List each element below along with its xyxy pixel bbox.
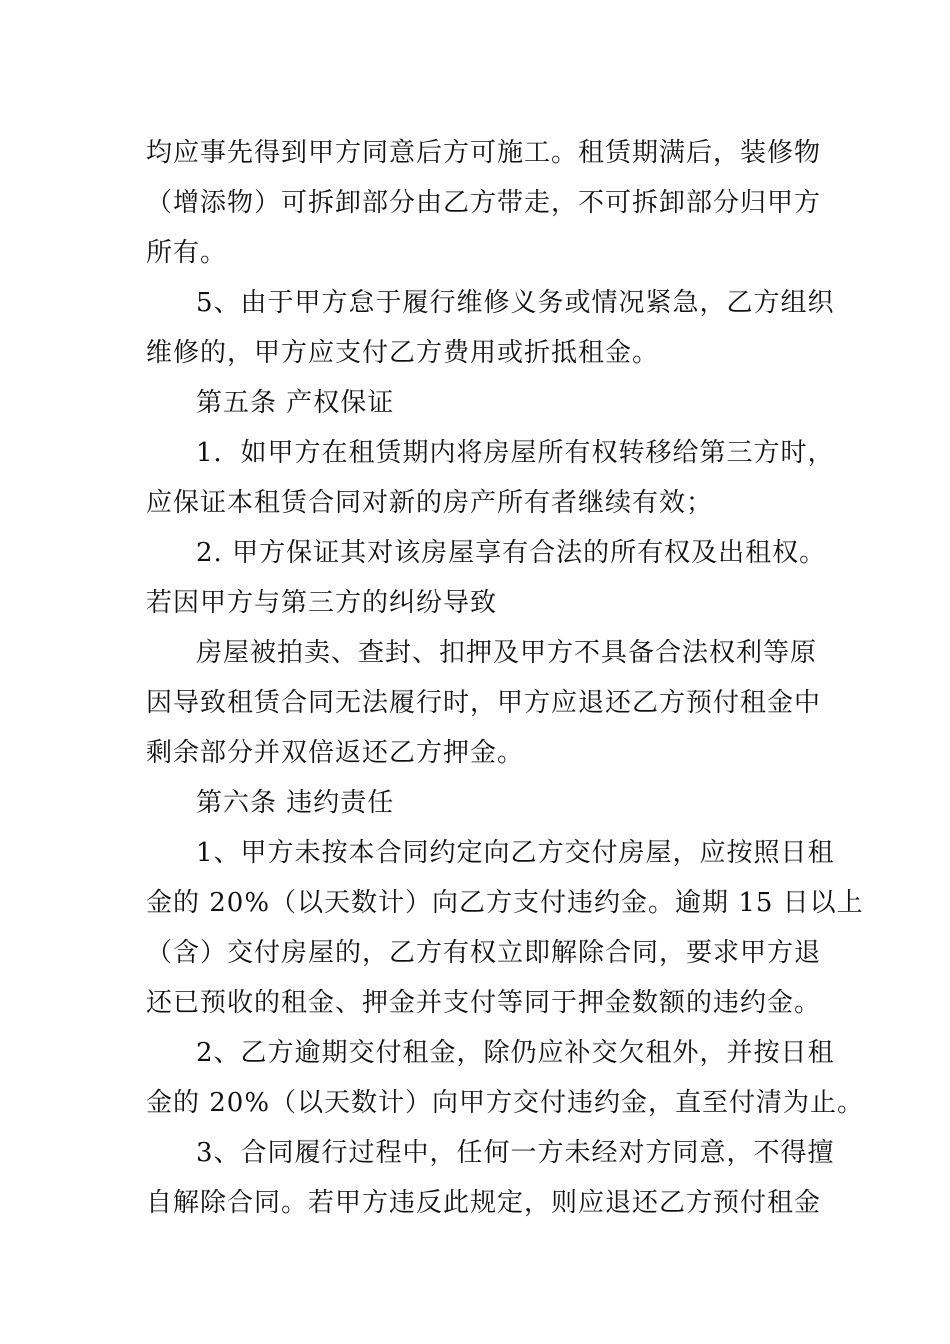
text-line: （含）交付房屋的，乙方有权立即解除合同，要求甲方退 [146, 938, 822, 968]
paragraph-line: 2. 甲方保证其对该房屋享有合法的所有权及出租权。 [196, 538, 827, 568]
text-line: 应保证本租赁合同对新的房产所有者继续有效； [146, 488, 714, 518]
paragraph-line: 5、由于甲方怠于履行维修义务或情况紧急，乙方组织 [196, 288, 835, 318]
paragraph-line: 2、乙方逾期交付租金，除仍应补交欠租外，并按日租 [196, 1038, 835, 1068]
text-line: （增添物）可拆卸部分由乙方带走，不可拆卸部分归甲方 [146, 188, 822, 218]
paragraph-line: 3、合同履行过程中，任何一方未经对方同意，不得擅 [196, 1138, 835, 1168]
text-line: 所有。 [146, 238, 228, 268]
paragraph-line: 房屋被拍卖、查封、扣押及甲方不具备合法权利等原 [196, 638, 818, 668]
text-line: 因导致租赁合同无法履行时，甲方应退还乙方预付租金中 [146, 688, 822, 718]
text-line: 若因甲方与第三方的纠纷导致 [146, 588, 498, 618]
text-line: 金的 20%（以天数计）向甲方交付违约金，直至付清为止。 [146, 1088, 865, 1118]
text-line: 金的 20%（以天数计）向乙方支付违约金。逾期 15 日以上 [146, 888, 864, 918]
paragraph-line: 1、甲方未按本合同约定向乙方交付房屋，应按照日租 [196, 838, 835, 868]
text-line: 均应事先得到甲方同意后方可施工。租赁期满后，装修物 [146, 138, 822, 168]
paragraph-line: 1．如甲方在租赁期内将房屋所有权转移给第三方时， [196, 438, 835, 468]
section-heading: 第五条 产权保证 [196, 388, 395, 418]
text-line: 剩余部分并双倍返还乙方押金。 [146, 738, 525, 768]
text-line: 自解除合同。若甲方违反此规定，则应退还乙方预付租金 [146, 1188, 822, 1218]
text-line: 还已预收的租金、押金并支付等同于押金数额的违约金。 [146, 988, 822, 1018]
text-line: 维修的，甲方应支付乙方费用或折抵租金。 [146, 338, 660, 368]
section-heading: 第六条 违约责任 [196, 788, 395, 818]
